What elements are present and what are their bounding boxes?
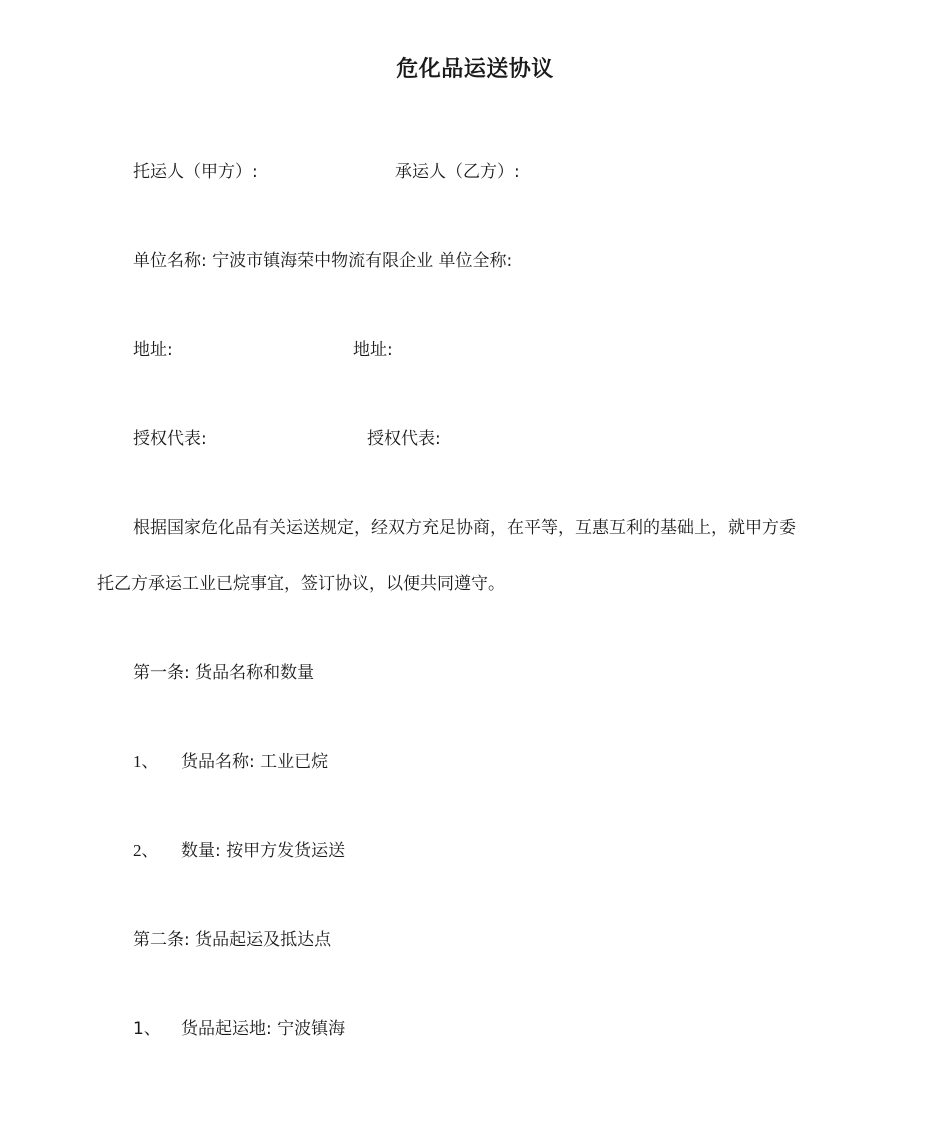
carrier-label: 承运人（乙方）: [395,162,520,182]
item-text: 数量: 按甲方发货运送 [181,841,346,861]
article-1-item-2 [133,839,345,863]
preamble-line-2: 托乙方承运工业已烷事宜，签订协议，以便共同遵守。 [97,574,505,594]
article-1-heading: 第一条: 货品名称和数量 [133,663,315,683]
document-title: 危化品运送协议 [396,57,554,82]
article-2-heading: 第二条: 货品起运及抵达点 [133,930,332,950]
article-1-item-1 [133,750,328,774]
article-2-item-1 [133,1017,345,1041]
address-a-label: 地址: [133,340,173,360]
shipper-label: 托运人（甲方）: [133,162,258,182]
address-b-label: 地址: [353,340,393,360]
item-text: 货品起运地: 宁波镇海 [181,1019,346,1039]
item-number: 1、 [133,752,159,771]
preamble-line-1: 根据国家危化品有关运送规定，经双方充足协商，在平等，互惠互利的基础上，就甲方委 [133,518,796,538]
item-text: 货品名称: 工业已烷 [181,752,329,772]
representative-b-label: 授权代表: [367,429,441,449]
unit-name-line: 单位名称: 宁波市镇海荣中物流有限企业 单位全称: [133,251,513,271]
representative-a-label: 授权代表: [133,429,207,449]
item-number: 2、 [133,841,159,860]
item-number: 1、 [133,1019,161,1039]
